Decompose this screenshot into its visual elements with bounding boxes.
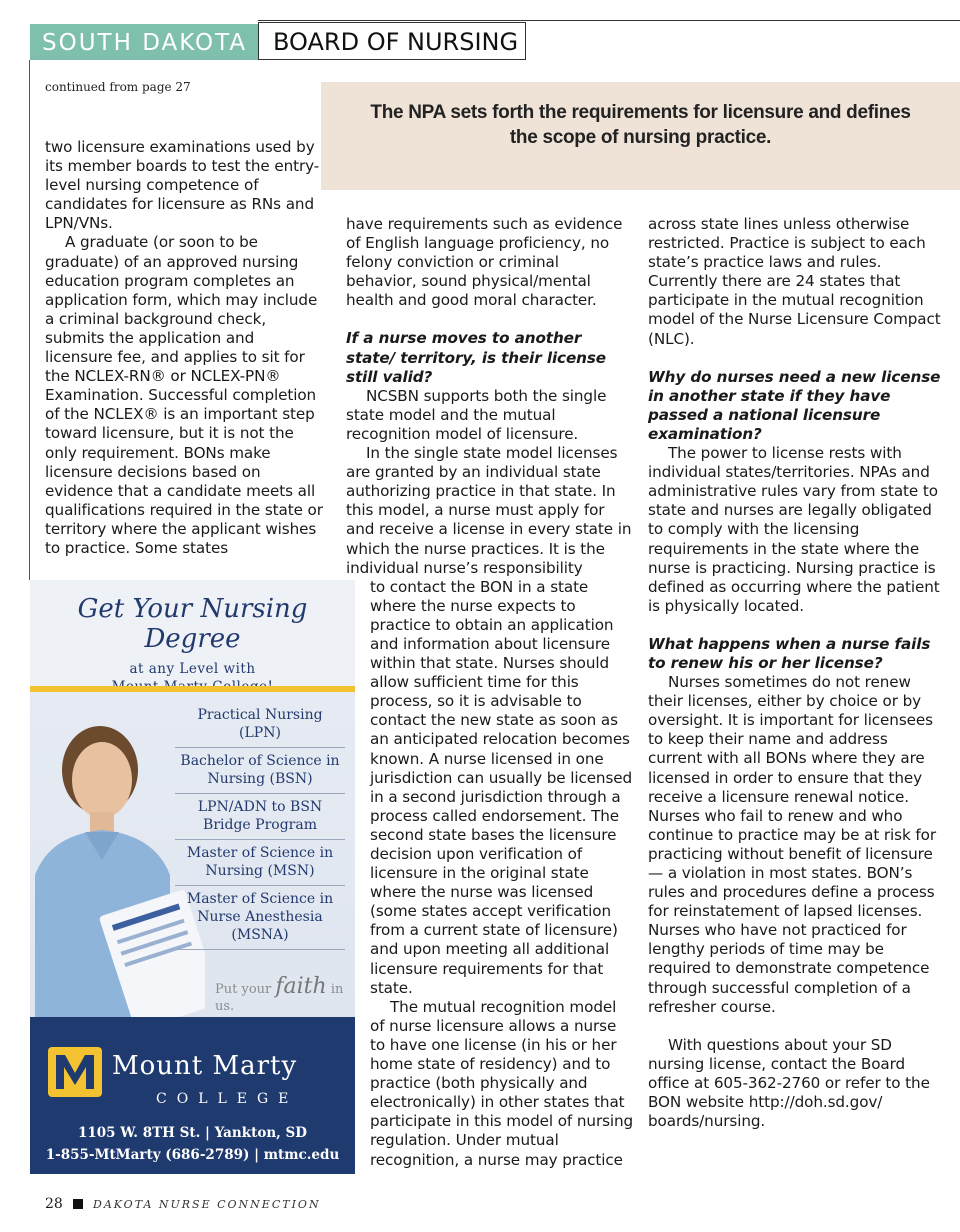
program-item: Master of Science in Nursing (MSN) [175,840,345,886]
col2-paragraph: In the single state model licenses are granted by an individual state authorizing practice in that state. In this model, a nurse must apply for and receive a license in every state in which the nurse practices. It is the individual nurse’s responsibility [346,444,632,577]
pull-quote-box [321,82,960,190]
publication-title: DAKOTA NURSE CONNECTION [93,1198,321,1211]
col3-paragraph: Nurses sometimes do not renew their licenses, either by choice or by oversight. It is important for licensees to keep their name and address current with all BONs where they are licensed in order to ensure that they receive a licensure renewal notice. Nurses who fail to renew and who continue to practice may be at risk for practicing without benefit of licensure — a violation in most states. BON’s rules and procedures define a process for reinstatement of lapsed licenses. Nurses who have not practiced for lengthy periods of time may be required to demonstrate competence through successful completion of a refresher course. [648,673,936,1016]
ad-contact[interactable]: 1-855-MtMarty (686-2789) | mtmc.edu [45,1147,340,1163]
col3-paragraph: The power to license rests with individual states/territories. NPAs and administrative rules vary from state to state and nurses are legally obligated to comply with the licensing requirements in the state where the nurse is practicing. Nursing practice is defined as occurring where the patient is physically located. [648,444,940,615]
col2-paragraph: to contact the BON in a state where the nurse expects to practice to obtain an application and information about licensure within that state. Nurses should allow sufficient time for this process, so it is advisable to contact the new state as soon as an anticipated relocation becomes known. A nurse licensed in one jurisdiction can usually be licensed in a second jurisdiction through a process called endorsement. The second state bases the licensure decision upon verification of licensure in the original state where the nurse was licensed (some states accept verification from a current state of licensure) and upon meeting all additional licensure requirements for that state. [370,577,633,997]
column-3 [648,215,943,1131]
program-item: Practical Nursing (LPN) [175,702,345,748]
col2-paragraph: have requirements such as evidence of English language proficiency, no felony conviction or criminal behavior, sound physical/mental health and good moral character. [346,215,623,310]
question-heading: Why do nurses need a new license in another state if they have passed a national licensure examination? [648,367,941,443]
pull-quote: The NPA sets forth the requirements for licensure and defines the scope of nursing practice. [370,102,911,148]
page-number: 28 [45,1196,63,1212]
col2-paragraph: The mutual recognition model of nurse licensure allows a nurse to have one license (in his or her home state of residency) and to practice (both physically and electronically) in other states that participate in this model of nursing regulation. Under mutual recognition, a nurse may practice [370,997,634,1169]
question-heading: What happens when a nurse fails to renew his or her license? [648,634,931,672]
header-state: SOUTH DAKOTA [30,24,258,60]
ad-college-name: Mount Marty [112,1051,298,1081]
mount-marty-logo-icon [48,1047,102,1097]
column-2 [346,215,634,1170]
program-list [175,702,345,950]
program-item: LPN/ADN to BSN Bridge Program [175,794,345,840]
continued-note: continued from page 27 [45,80,191,94]
footer-square-icon [73,1199,83,1209]
header-board: BOARD OF NURSING [258,22,526,60]
col1-paragraph: two licensure examinations used by its member boards to test the entry-level nursing competence of candidates for licensure as RNs and LPN/VNs. [45,138,320,233]
ad-headline: Get Your Nursing Degree [77,594,308,654]
ad-college-word: COLLEGE [156,1091,299,1107]
left-margin-rule [29,60,30,580]
ad-address: 1105 W. 8TH St. | Yankton, SD [77,1125,308,1141]
header-rule [258,20,960,21]
ad-footer [30,1017,355,1174]
ad-body [30,692,355,1017]
col1-paragraph: A graduate (or soon to be graduate) of an approved nursing education program completes an application form, which may include a criminal background check, submits the application and licensure fee, and applies to sit for the NCLEX-RN® or NCLEX-PN® Examination. Successful completion of the NCLEX® is an important step toward licensure, but it is not the only requirement. BONs make licensure decisions based on evidence that a candidate meets all qualifications required in the state or territory where the applicant wishes to practice. Some states [45,233,323,557]
column-1 [45,138,325,558]
col3-paragraph: across state lines unless otherwise restricted. Practice is subject to each state’s practice laws and rules. Currently there are 24 states that participate in the mutual recognition model of the Nurse Licensure Compact (NLC). [648,215,941,348]
mount-marty-advertisement[interactable] [30,580,355,1174]
col2-paragraph: NCSBN supports both the single state model and the mutual recognition model of licensure. [346,386,607,443]
ad-tagline: Put your faith in us. [215,974,344,1014]
program-item: Bachelor of Science in Nursing (BSN) [175,748,345,794]
question-heading: If a nurse moves to another state/ territory, is their license still valid? [346,329,607,386]
program-item: Master of Science in Nurse Anesthesia (MSNA) [175,886,345,950]
col3-paragraph: With questions about your SD nursing license, contact the Board office at 605-362-2760 or refer to the BON website http://doh.sd.gov/ boards/nursing. [648,1035,930,1131]
ad-header [30,580,355,692]
ad-sub-line: at any Level with [129,661,256,677]
